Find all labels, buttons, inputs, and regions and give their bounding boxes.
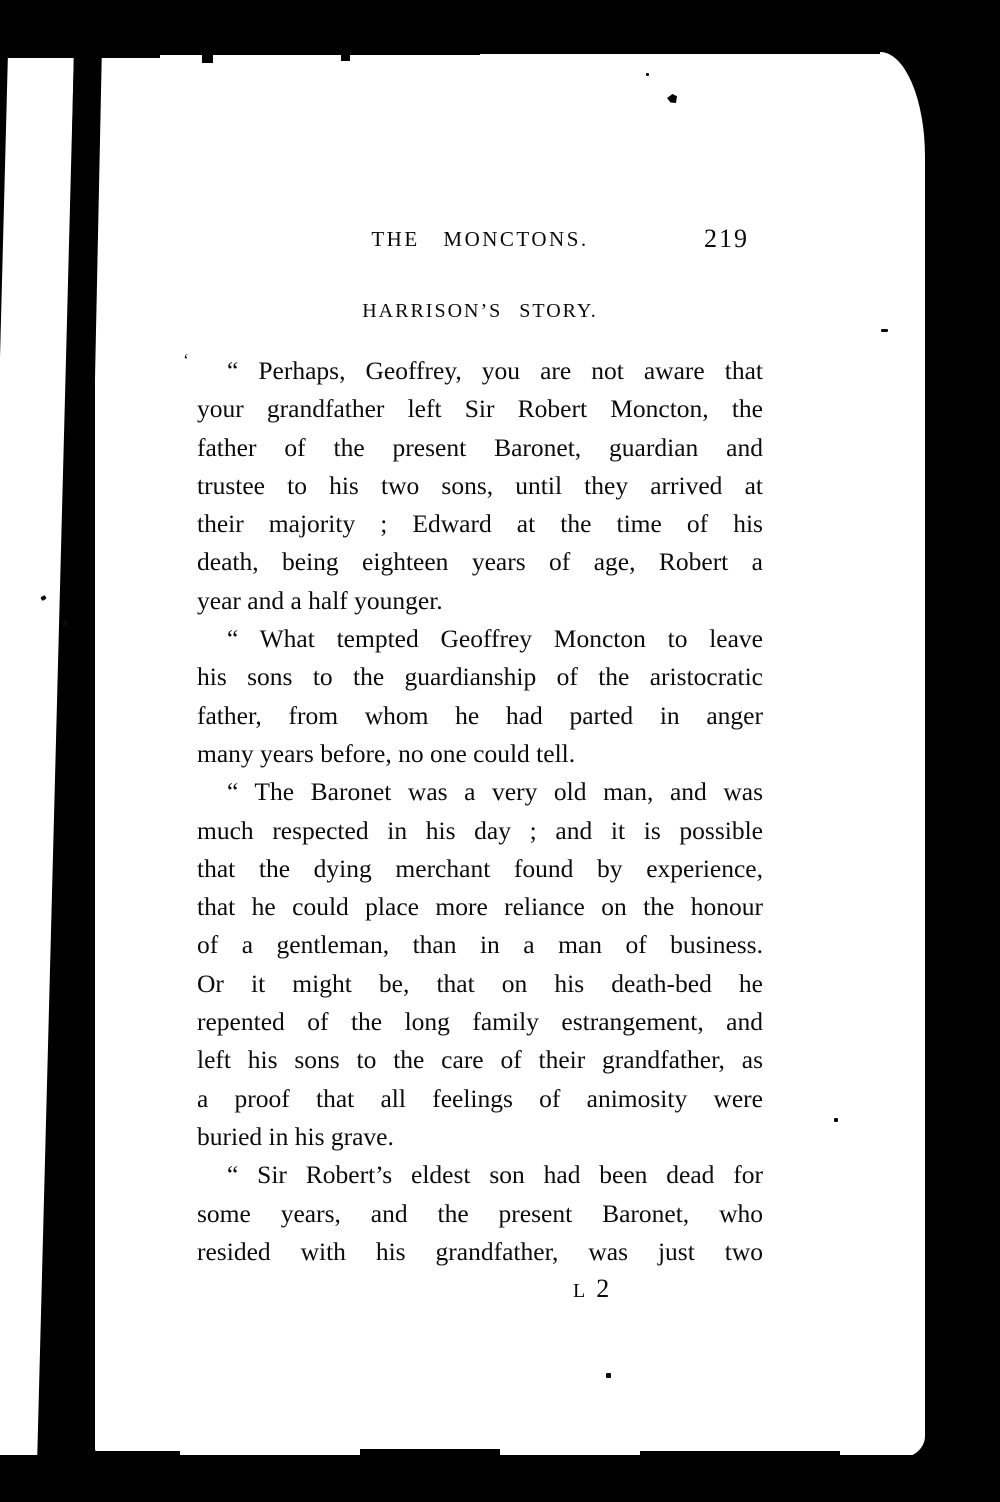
text-line: father of the present Baronet, guardian and: [197, 432, 763, 462]
text-line: some years, and the present Baronet, who: [197, 1198, 763, 1228]
text-line: “ What tempted Geoffrey Moncton to leave: [227, 624, 763, 654]
text-line: “ Perhaps, Geoffrey, you are not aware that: [227, 356, 763, 385]
text-line: his sons to the guardianship of the aristocratic: [197, 662, 763, 692]
running-header-title: THE MONCTONS.: [371, 227, 589, 251]
section-heading: HARRISON’S STORY.: [362, 300, 598, 322]
scan-speck: [834, 1118, 838, 1122]
scan-speck: [881, 329, 888, 332]
text-line: repented of the long family estrangement, and: [197, 1007, 763, 1037]
signature-letter: L: [573, 1280, 588, 1302]
text-line: their majority ; Edward at the time of his: [197, 509, 763, 539]
scan-border-bottom: [0, 1455, 1000, 1502]
text-line: death, being eighteen years of age, Robert a: [197, 547, 763, 577]
running-header: [197, 224, 763, 253]
text-line: resided with his grandfather, was just two: [197, 1236, 763, 1266]
text-line: your grandfather left Sir Robert Moncton, the: [197, 394, 763, 424]
signature-number: 2: [596, 1274, 612, 1303]
text-line: many years before, no one could tell.: [197, 738, 576, 768]
paragraph: [197, 620, 763, 773]
text-line: trustee to his two sons, until they arrived at: [197, 470, 763, 500]
text-line: year and a half younger.: [197, 585, 443, 615]
paragraph: [197, 352, 763, 620]
text-line: that the dying merchant found by experience,: [197, 853, 763, 883]
text-line: father, from whom he had parted in anger: [197, 700, 763, 730]
text-line: of a gentleman, than in a man of business.: [197, 930, 763, 960]
text-line: buried in his grave.: [197, 1121, 394, 1151]
scan-speck: [606, 1373, 611, 1378]
ink-blob: [667, 94, 677, 103]
body-text: [197, 352, 763, 1271]
text-line: that he could place more reliance on the honour: [197, 892, 763, 922]
text-line: Or it might be, that on his death-bed he: [197, 968, 763, 998]
paragraph: [197, 773, 763, 1156]
book-page: [95, 52, 925, 1458]
text-line: a proof that all feelings of animosity were: [197, 1083, 763, 1113]
text-line: “ The Baronet was a very old man, and was: [227, 777, 763, 807]
paragraph: [197, 1156, 763, 1271]
page-number: 219: [704, 224, 749, 253]
scan-border-top: [0, 0, 1000, 52]
stray-mark: ‘: [183, 350, 189, 370]
text-line: “ Sir Robert’s eldest son had been dead for: [227, 1160, 763, 1190]
signature-mark: [573, 1274, 611, 1304]
scan-speck: [646, 73, 649, 76]
text-line: much respected in his day ; and it is possible: [197, 815, 763, 845]
text-line: left his sons to the care of their grandfather, as: [197, 1045, 763, 1075]
